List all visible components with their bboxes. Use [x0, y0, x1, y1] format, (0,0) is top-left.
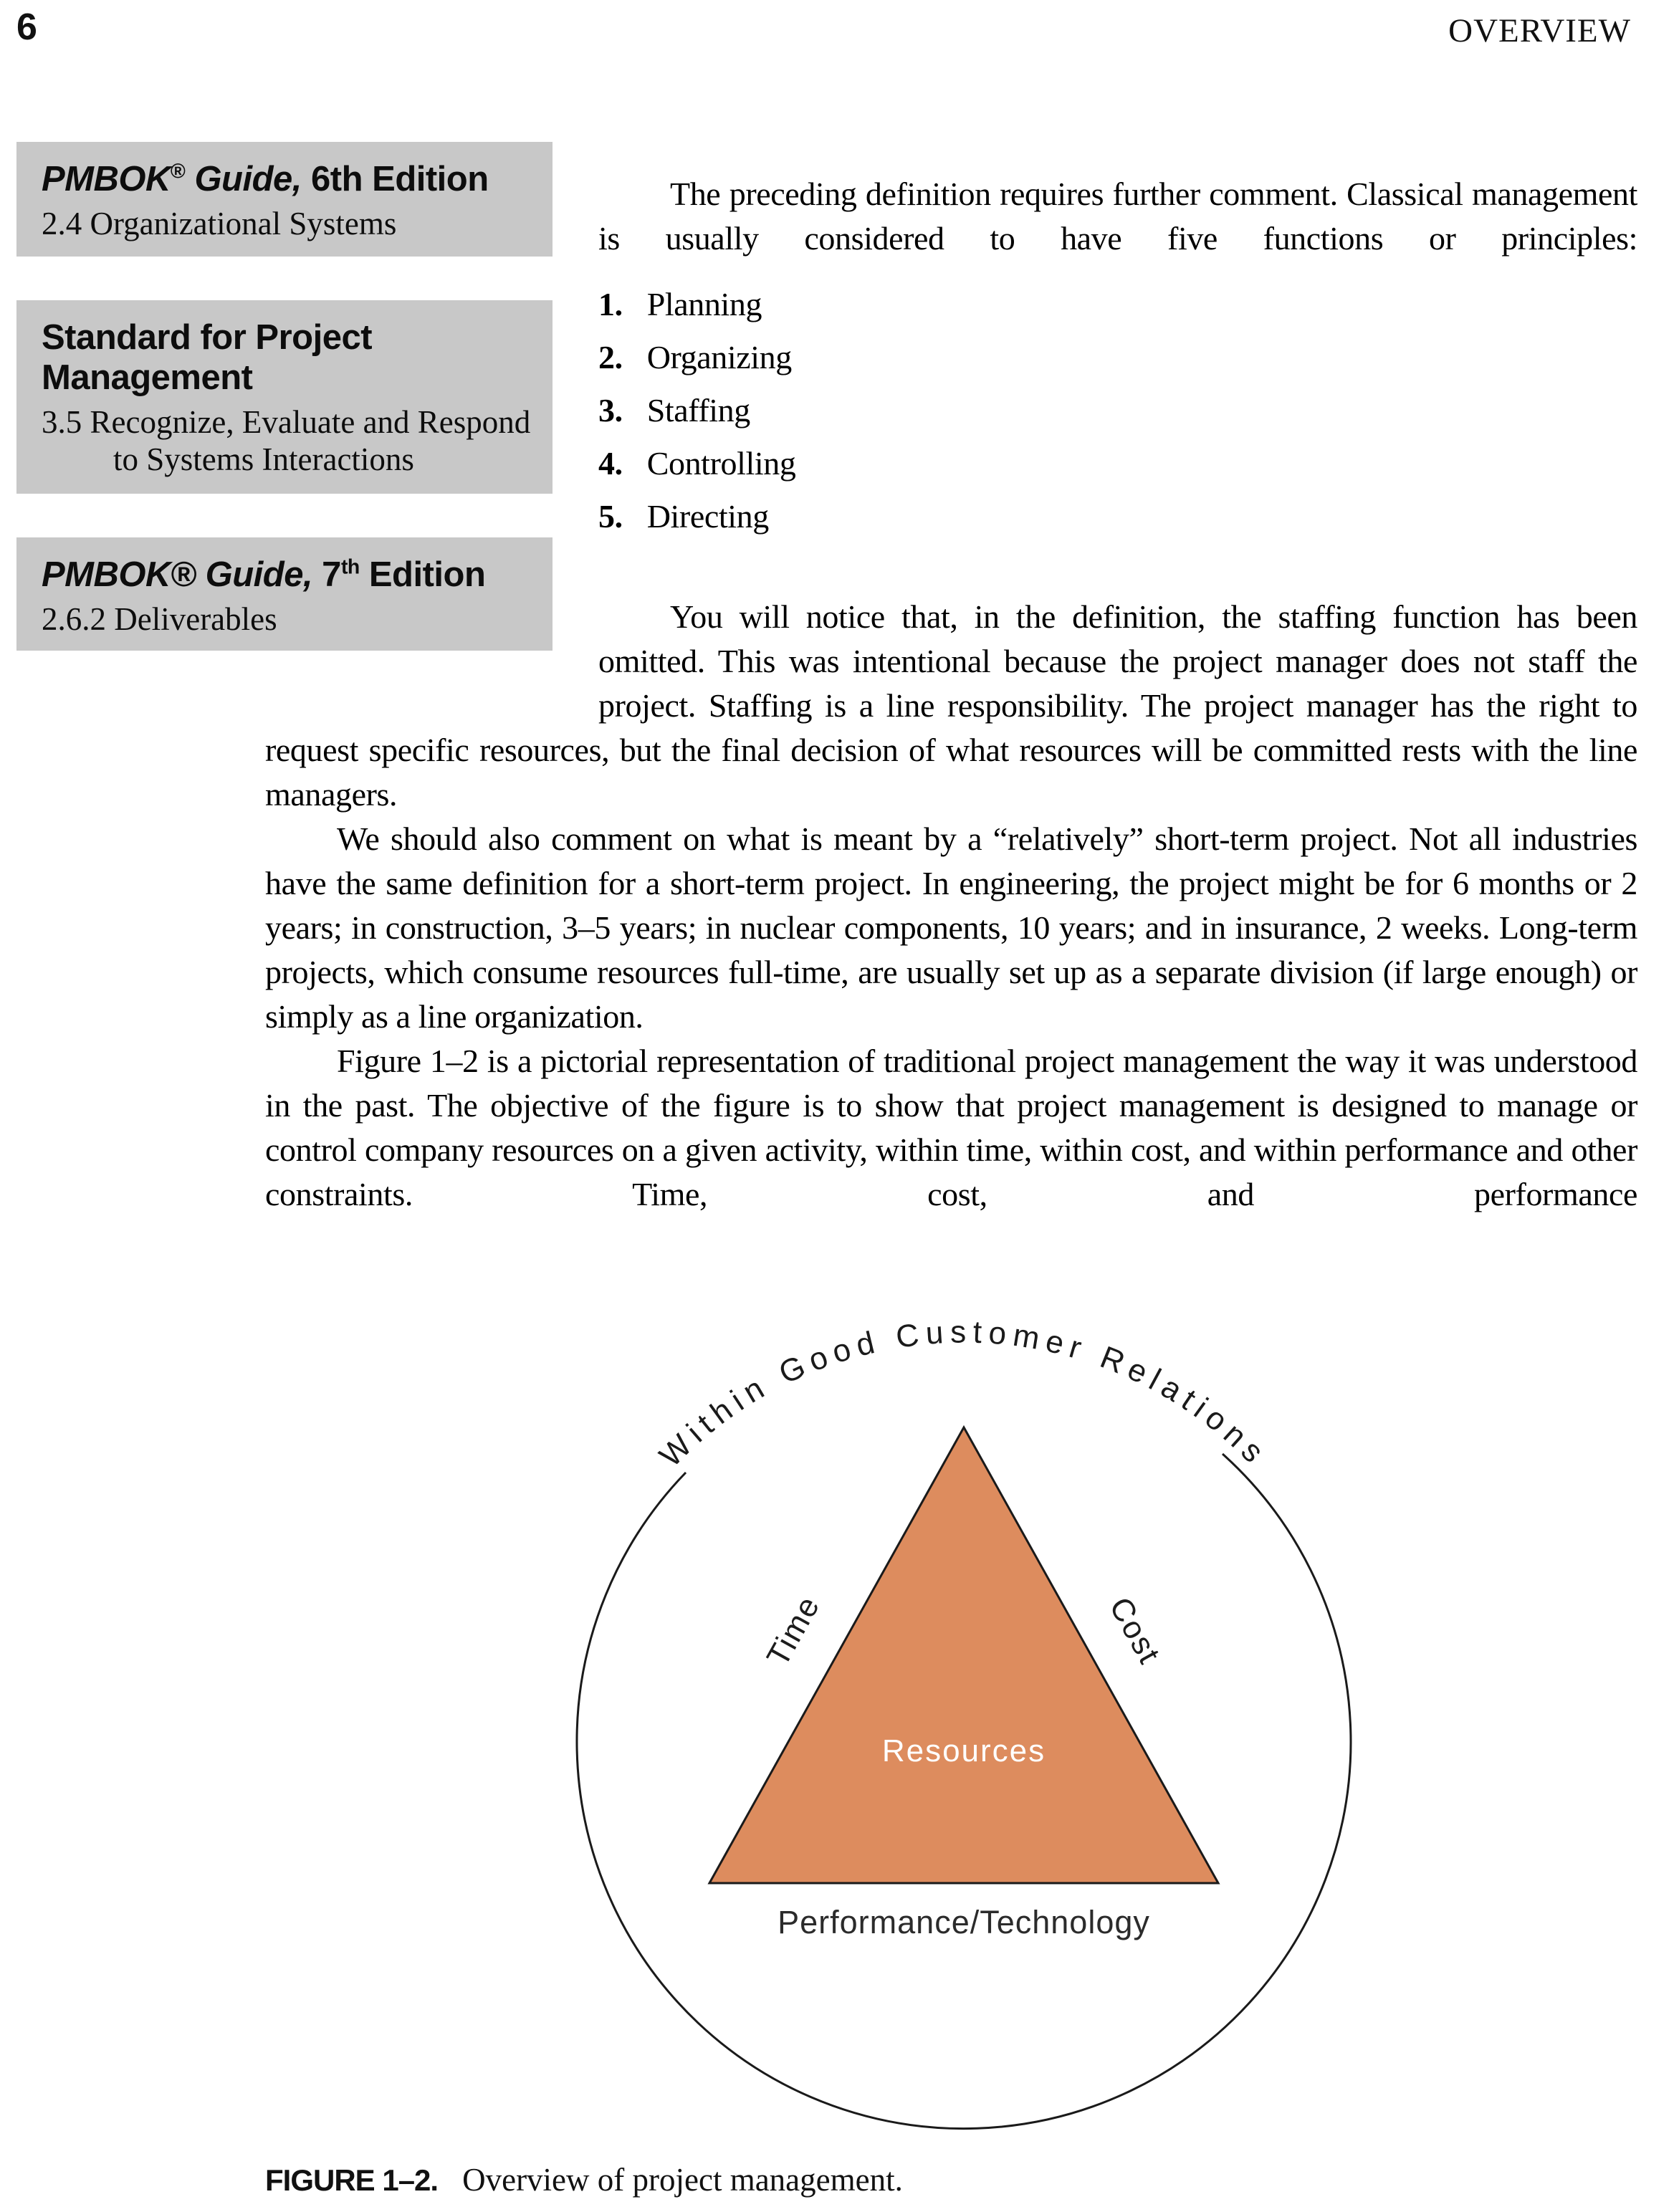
subtitle-line: to Systems Interactions [113, 441, 414, 477]
reference-box-subtitle: 2.6.2 Deliverables [42, 601, 277, 637]
list-item-number: 1. [598, 286, 623, 322]
figure-caption-label: FIGURE 1–2. [265, 2163, 439, 2197]
list-item-label: Planning [646, 286, 762, 322]
list-item-number: 3. [598, 392, 623, 428]
list-item-label: Directing [646, 498, 769, 535]
figure-caption-text: Overview of project management. [462, 2162, 903, 2198]
running-header: OVERVIEW [1448, 12, 1631, 49]
page-number: 6 [16, 6, 37, 48]
reference-box-subtitle: 2.4 Organizational Systems [42, 206, 397, 241]
sidebar-wrap-spacer [265, 172, 598, 725]
list-item-label: Staffing [646, 392, 750, 428]
registered-mark: ® [170, 160, 186, 183]
paragraph: You will notice that, in the definition, the staffing function has been omitted. This was intentional because the project manager does not staff the project. Staffing is a line responsibility. The project manager has the right to request specific resources, but the final decision of what resources will be committed rests with the line managers. [265, 598, 1637, 813]
body-text-column [265, 172, 1637, 1217]
list-item-number: 5. [598, 498, 623, 535]
title-plain-part: Edition [359, 555, 486, 594]
title-plain-part: 6th Edition [301, 160, 489, 198]
title-italic-part: PMBOK [42, 160, 171, 198]
list-item-number: 4. [598, 445, 623, 482]
figure-caption [265, 2161, 1637, 2198]
paragraph: The preceding definition requires further comment. Classical management is usually considered to have five functions or principles: [598, 176, 1637, 257]
title-plain-part: 7 [312, 555, 341, 594]
resources-center-label: Resources [881, 1733, 1046, 1768]
cost-edge-label: Cost [1102, 1591, 1167, 1670]
time-edge-label: Time [760, 1589, 827, 1672]
figure-canvas [502, 1290, 1433, 2212]
list-item-label: Controlling [646, 445, 796, 482]
title-italic-part: PMBOK® Guide, [42, 555, 313, 594]
list-item-label: Organizing [646, 339, 792, 375]
paragraph: Figure 1–2 is a pictorial representation of traditional project management the way it was understood in the past. The objective of the figure is to show that project management is designed to manage or control company resources on a given activity, within time, within cost, and within performance and other constraints. Time, cost, and performance [265, 1043, 1637, 1212]
paragraph: We should also comment on what is meant by a “relatively” short-term project. Not all industries have the same definition for a short-term project. In engineering, the project might be for 6 months or 2 years; in construction, 3–5 years; in nuclear components, 10 years; and in insurance, 2 weeks. Long-term projects, which consume resources full-time, are usually set up as a separate division (if large enough) or simply as a line organization. [265, 820, 1637, 1035]
list-item-number: 2. [598, 339, 623, 375]
ordinal-suffix: th [340, 555, 360, 579]
performance-technology-label: Performance/Technology [778, 1904, 1150, 1940]
title-italic-part: Guide, [185, 160, 302, 198]
arc-label-text: Within Good Customer Relations [653, 1314, 1276, 1474]
subtitle-line: 3.5 Recognize, Evaluate and Respond [42, 404, 531, 440]
figure-1-2 [502, 1290, 1433, 2212]
reference-box-title: Standard for Project Management [42, 318, 373, 397]
